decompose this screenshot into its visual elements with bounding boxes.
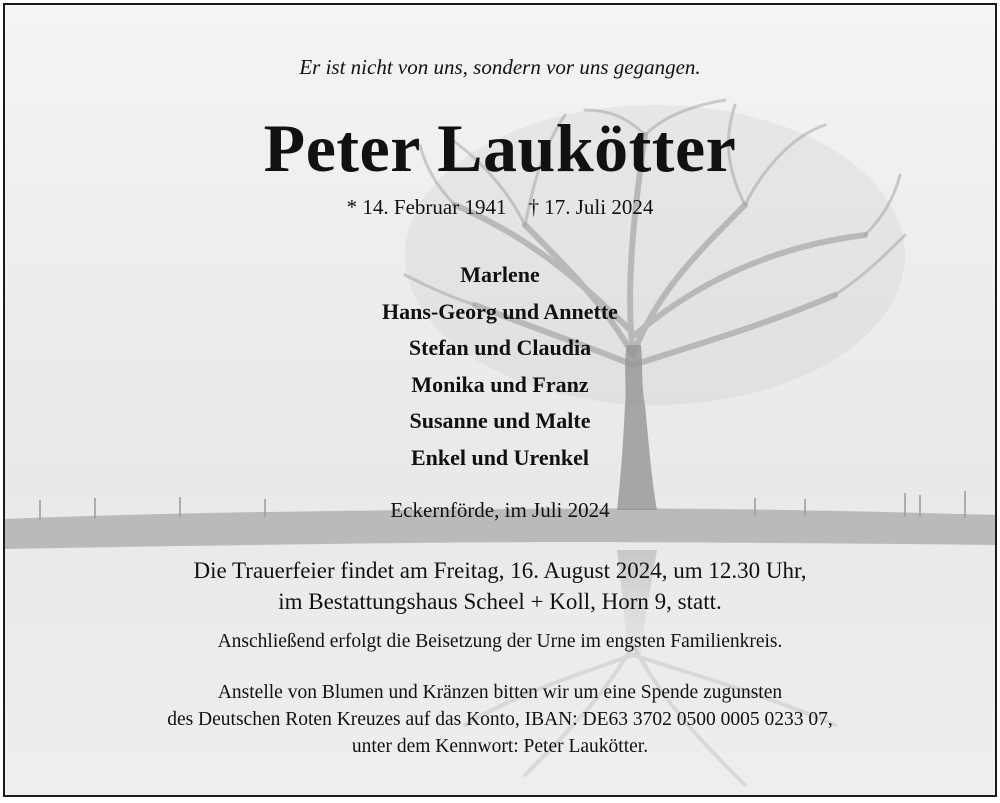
mourner-item: Enkel und Urenkel <box>410 444 590 470</box>
donation-line: Anstelle von Blumen und Kränzen bitten wir um eine Spende zugunsten <box>217 682 783 703</box>
donation-line: unter dem Kennwort: Peter Laukötter. <box>351 736 649 757</box>
life-dates <box>5 195 995 220</box>
birth-date: * 14. Februar 1941 <box>346 195 507 219</box>
donation-line: des Deutschen Roten Kreuzes auf das Konto, IBAN: DE63 3702 0500 0005 0233 07, <box>167 709 833 730</box>
motto: Er ist nicht von uns, sondern vor uns gegangen. <box>299 55 701 79</box>
mourner-item: Hans-Georg und Annette <box>382 298 618 324</box>
mourner-item: Susanne und Malte <box>409 408 591 433</box>
mourner-item: Stefan und Claudia <box>408 335 592 360</box>
ceremony-line: Die Trauerfeier findet am Freitag, 16. August 2024, um 12.30 Uhr, <box>193 558 807 583</box>
ceremony-info <box>5 555 995 617</box>
burial-info: Anschließend erfolgt die Beisetzung der Urne im engsten Familienkreis. <box>217 631 783 652</box>
place-date: Eckernförde, im Juli 2024 <box>390 498 610 522</box>
obituary-text <box>5 5 995 795</box>
deceased-name: Peter Laukötter <box>263 110 737 186</box>
ceremony-line: im Bestattungshaus Scheel + Koll, Horn 9, statt. <box>278 589 722 614</box>
obituary-card <box>3 3 997 797</box>
mourner-item: Monika und Franz <box>411 371 589 397</box>
mourner-item: Marlene <box>460 262 540 287</box>
death-date: † 17. Juli 2024 <box>528 195 654 219</box>
mourners-list <box>5 257 995 476</box>
donation-info <box>5 679 995 760</box>
